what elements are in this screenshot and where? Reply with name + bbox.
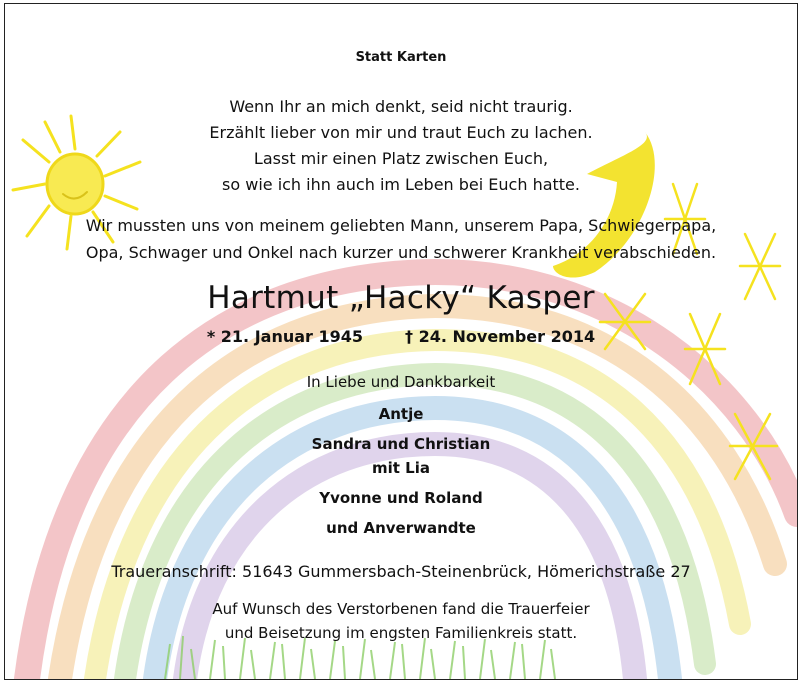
poem-line: so wie ich ihn auch im Leben bei Euch hatte. <box>222 175 580 194</box>
mourner: Sandra und Christian <box>311 435 491 453</box>
mourning-address: Traueranschrift: 51643 Gummersbach-Steinenbrück, Hömerichstraße 27 <box>111 562 691 581</box>
deceased-name: Hartmut „Hacky“ Kasper <box>207 280 595 316</box>
note-line: Auf Wunsch des Verstorbenen fand die Trauerfeier <box>212 600 590 618</box>
poem-line: Wenn Ihr an mich denkt, seid nicht traurig. <box>229 97 573 116</box>
mourners-intro: In Liebe und Dankbarkeit <box>306 373 496 391</box>
funeral-note <box>5 597 797 645</box>
mourner: und Anverwandte <box>326 519 476 537</box>
farewell-intro <box>5 212 797 266</box>
mourner: Yvonne und Roland <box>319 489 483 507</box>
note-line: und Beisetzung im engsten Familienkreis statt. <box>224 624 578 642</box>
poem-line: Lasst mir einen Platz zwischen Euch, <box>253 149 549 168</box>
birth-date: * 21. Januar 1945 <box>206 327 364 346</box>
intro-line: Opa, Schwager und Onkel nach kurzer und schwerer Krankheit verabschieden. <box>85 243 717 262</box>
intro-line: Wir mussten uns von meinem geliebten Mann, unserem Papa, Schwiegerpapa, <box>85 216 717 235</box>
mourner: Antje <box>378 405 424 423</box>
statt-karten-header: Statt Karten <box>355 50 447 65</box>
death-date: † 24. November 2014 <box>405 327 596 346</box>
life-dates <box>5 327 797 346</box>
poem-line: Erzählt lieber von mir und traut Euch zu lachen. <box>209 123 593 142</box>
mourner: mit Lia <box>372 459 430 477</box>
mourners-list <box>5 402 797 540</box>
poem <box>5 94 797 198</box>
obituary-card <box>4 3 798 680</box>
